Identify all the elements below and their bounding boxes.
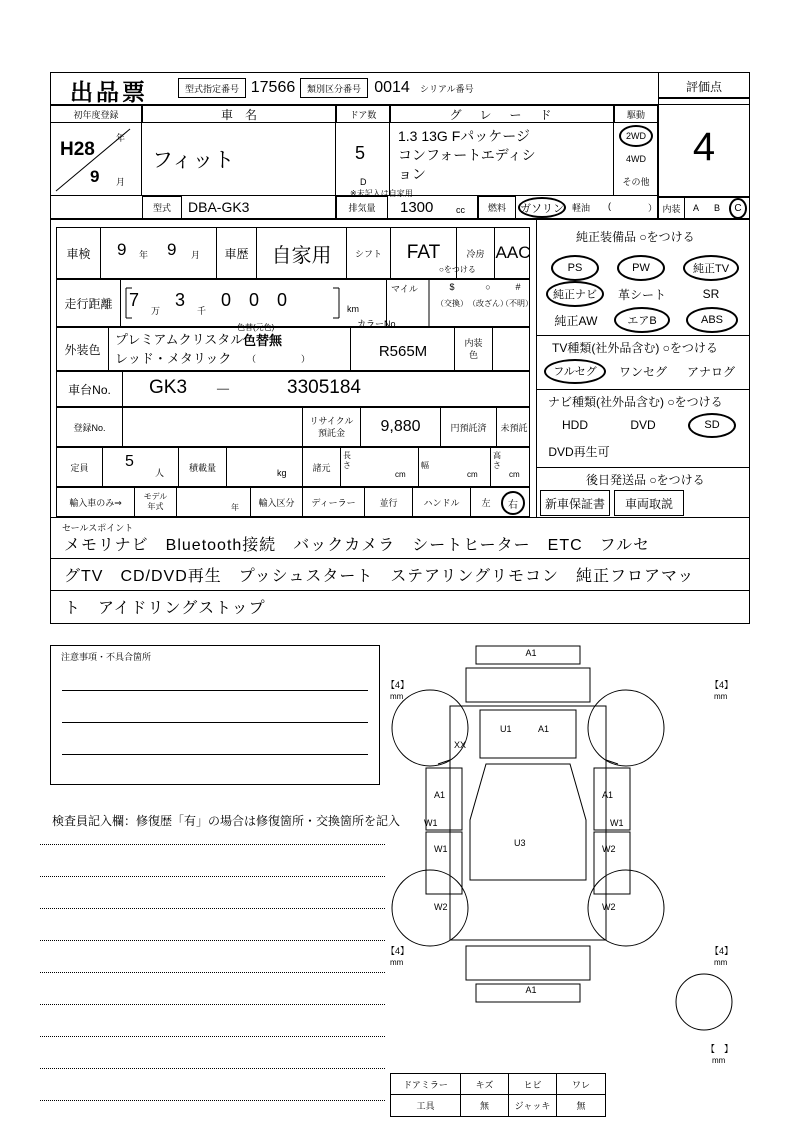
drive-options xyxy=(614,123,658,196)
equip-leather[interactable]: 革シート xyxy=(617,287,666,302)
color-no-label: カラーNo. xyxy=(357,319,399,329)
load-value-cell xyxy=(227,448,303,486)
inspection-year-unit: 年 xyxy=(139,250,149,260)
repaint-label: 色替(元色) xyxy=(237,323,275,332)
fuel-option-gasoline[interactable]: ガソリン xyxy=(518,197,566,218)
footer-cell-1-0: 工具 xyxy=(391,1095,461,1116)
mileage-sen: 千 xyxy=(197,306,207,316)
type-label: 型式 xyxy=(142,196,182,219)
grade-line1: 1.3 13G Fパッケージ xyxy=(398,128,530,144)
exterior-color-label: 外装色 xyxy=(57,328,109,370)
equip-nav-circle: 純正ナビ xyxy=(546,281,604,307)
mileage-flags xyxy=(387,265,533,326)
exterior-color-value xyxy=(109,328,351,370)
year-unit: 年 xyxy=(116,133,126,143)
dealer-option[interactable]: ディーラー xyxy=(303,488,365,516)
capacity-unit: 人 xyxy=(155,468,165,478)
equip-abs-circle: ABS xyxy=(686,307,738,333)
fuel-options xyxy=(516,196,658,219)
grade-line2: コンフォートエディシ xyxy=(398,147,536,163)
footer-cell-0-1: キズ xyxy=(461,1074,509,1095)
equip-ps-circle: PS xyxy=(551,255,599,281)
dim-length-unit: cm xyxy=(395,470,406,479)
interior-color-label: 内装 色 xyxy=(455,328,493,370)
equip-airbag[interactable] xyxy=(614,308,670,332)
inspection-month: 9 xyxy=(167,240,177,259)
chassis-prefix: GK3 xyxy=(149,377,188,398)
notes-line-2 xyxy=(62,722,368,723)
color-no-cell xyxy=(351,319,455,370)
recycle-value: 9,880 xyxy=(361,408,441,446)
tv-fullseg[interactable] xyxy=(544,360,606,382)
first-reg-label: 初年度登録 xyxy=(50,105,142,123)
footer-cell-1-3: 無 xyxy=(576,1101,586,1111)
mileage-opt2-top[interactable]: # xyxy=(515,282,521,292)
warranty-doc[interactable]: 新車保証書 xyxy=(540,490,610,516)
page-title: 出品票 xyxy=(70,78,148,105)
chassis-dash: － xyxy=(215,382,232,399)
displacement-unit: cc xyxy=(456,205,465,215)
grade-line3: ョン xyxy=(398,166,426,182)
load-unit: kg xyxy=(277,468,287,478)
dim-width xyxy=(419,448,491,486)
interior-option-a[interactable]: A xyxy=(692,203,699,213)
equip-pw-circle: PW xyxy=(617,255,665,281)
dim-height xyxy=(491,448,531,486)
exterior-color-row xyxy=(56,319,530,371)
corner-unit: mm xyxy=(712,1056,726,1065)
ruled-line-3 xyxy=(40,908,385,909)
sales-points-line1: メモリナビ Bluetooth接続 バックカメラ シートヒーター ETC フルセ xyxy=(64,537,651,554)
mileage-opt2-bottom[interactable]: （不明） xyxy=(501,298,533,308)
equip-pw[interactable] xyxy=(616,256,666,280)
model-year-label: モデル 年式 xyxy=(135,488,177,516)
interior-option-c[interactable] xyxy=(729,199,747,217)
import-class-label: 輸入区分 xyxy=(251,488,303,516)
ruled-line-2 xyxy=(40,876,385,877)
left-bottom-bracket: 【4】 xyxy=(386,946,410,956)
tv-analog[interactable]: アナログ xyxy=(686,364,735,379)
left-top-unit: mm xyxy=(390,692,404,701)
drive-label: 駆動 xyxy=(614,105,658,123)
diagram-mark-w1-a: W1 xyxy=(424,818,438,828)
load-label: 積載量 xyxy=(179,448,227,486)
serial-label: シリアル番号 xyxy=(420,83,474,94)
dimension-label: 諸元 xyxy=(303,448,341,486)
inspection-month-unit: 月 xyxy=(191,250,201,260)
sales-points-line3: ト アイドリングストップ xyxy=(64,600,266,617)
right-bottom-bracket: 【4】 xyxy=(710,946,734,956)
dim-height-unit: cm xyxy=(509,470,520,479)
shift-value: FAT xyxy=(391,228,457,278)
tv-type-grid xyxy=(540,360,746,386)
equip-aw[interactable]: 純正AW xyxy=(554,313,598,328)
genuine-equipment-label: 純正装備品 ○をつける xyxy=(576,230,695,244)
handle-label: ハンドル xyxy=(413,488,471,516)
handle-right-circle: 右 xyxy=(501,491,525,515)
first-reg-year: H28 xyxy=(60,139,95,160)
recycle-label: リサイクル 預託金 xyxy=(303,408,361,446)
ruled-line-5 xyxy=(40,972,385,973)
diagram-mark-top: A1 xyxy=(525,648,537,658)
diagram-mark-a1-a: A1 xyxy=(538,724,550,734)
notes-line-1 xyxy=(62,690,368,691)
chassis-no: 3305184 xyxy=(287,377,361,398)
footer-cell-1-1: 無 xyxy=(461,1095,509,1116)
nav-dvd-play[interactable]: DVD再生可 xyxy=(548,444,610,459)
capacity-row xyxy=(56,447,530,487)
ruled-line-1 xyxy=(40,844,385,845)
ac-value: AAC xyxy=(495,243,531,262)
mileage-unit: km xyxy=(347,304,359,314)
mileage-opt1-bottom[interactable]: （改ざん） xyxy=(468,298,508,308)
dim-length-label: 長 さ xyxy=(343,451,351,470)
repaint-paren: （ ） xyxy=(247,354,311,364)
notes-label: 注意事項・不具合箇所 xyxy=(58,650,154,663)
shift-label: シフト xyxy=(347,228,391,278)
displacement-label: 排気量 xyxy=(336,196,388,219)
equip-tv[interactable] xyxy=(682,256,740,280)
chassis-value xyxy=(123,372,531,406)
tv-fullseg-circle: フルセグ xyxy=(544,359,606,384)
model-year-value xyxy=(177,488,251,516)
displacement-value: 1300 xyxy=(400,199,434,216)
equip-ps[interactable] xyxy=(550,256,600,280)
diagram-mark-w2-b: W2 xyxy=(602,844,616,854)
exterior-color-line2: レッド・メタリック xyxy=(115,351,232,366)
car-name-label: 車 名 xyxy=(142,105,336,123)
footer-table xyxy=(390,1073,606,1117)
drive-option-4wd[interactable]: 4WD xyxy=(626,154,646,164)
notes-line-3 xyxy=(62,754,368,755)
right-top-unit: mm xyxy=(714,692,728,701)
diagram-mark-w1-b: W1 xyxy=(434,844,448,854)
right-top-bracket: 【4】 xyxy=(710,680,734,690)
diagram-mark-u3: U3 xyxy=(514,838,526,848)
diagram-mark-a1-b: A1 xyxy=(434,790,446,800)
doors-cell xyxy=(336,123,390,196)
capacity-label: 定員 xyxy=(57,448,103,486)
history-label: 車歴 xyxy=(217,228,257,278)
model-code-value: 17566 xyxy=(250,79,296,96)
first-reg-cell xyxy=(50,123,142,196)
grade-value xyxy=(390,123,614,196)
exterior-color-line1: プレミアムクリスタル xyxy=(115,332,244,347)
ruled-line-8 xyxy=(40,1068,385,1069)
equipment-grid xyxy=(540,256,746,332)
fuel-label: 燃料 xyxy=(478,196,516,219)
ruled-line-7 xyxy=(40,1036,385,1037)
model-year-unit: 年 xyxy=(231,503,239,512)
drive-2wd-circle: 2WD xyxy=(619,125,653,147)
footer-cell-0-2: ヒビ xyxy=(509,1074,557,1095)
class-code-value: 0014 xyxy=(374,79,410,96)
dim-height-label: 高 さ xyxy=(493,451,501,470)
first-reg-month: 9 xyxy=(90,167,100,186)
ac-label: 冷房 xyxy=(457,228,495,278)
footer-cell-0-3: ワレ xyxy=(557,1074,605,1095)
registration-row xyxy=(56,407,530,447)
interior-label: 内装 xyxy=(659,198,685,218)
diagram-mark-w2-c: W2 xyxy=(602,902,616,912)
right-bottom-unit: mm xyxy=(714,958,728,967)
nav-sd-circle: SD xyxy=(688,413,736,438)
nav-type-grid xyxy=(540,414,746,466)
dim-width-label: 幅 xyxy=(421,461,429,470)
nav-type-label: ナビ種類(社外品含む) ○をつける xyxy=(548,395,723,409)
grade-label: グ レ ー ド xyxy=(390,105,614,123)
inspection-date xyxy=(101,228,217,278)
color-no-value: R565M xyxy=(378,342,428,360)
mileage-d3: 0 xyxy=(221,290,232,310)
interior-color-value xyxy=(493,328,531,370)
mileage-d2: 3 xyxy=(175,290,186,310)
ruled-line-9 xyxy=(40,1100,385,1101)
drive-option-2wd[interactable] xyxy=(614,125,658,147)
car-name-value: フィット xyxy=(142,123,336,196)
recycle-none[interactable]: 未預託 xyxy=(500,422,528,433)
asterisk-note: ※未記入は自家用 xyxy=(350,189,413,198)
nav-hdd[interactable]: HDD xyxy=(562,418,588,432)
equip-nav[interactable] xyxy=(546,282,604,306)
history-value: 自家用 xyxy=(257,228,347,278)
mileage-note: ○をつける xyxy=(439,265,476,274)
rating-value: 4 xyxy=(692,125,716,169)
handle-right[interactable] xyxy=(501,492,525,514)
corner-bracket: 【 】 xyxy=(706,1044,734,1054)
type-value: DBA-GK3 xyxy=(182,196,336,219)
drive-option-other[interactable]: その他 xyxy=(622,176,650,187)
sales-points-label: セールスポイント xyxy=(62,523,134,533)
inspection-label: 車検 xyxy=(57,228,101,278)
later-shipment-label: 後日発送品 ○をつける xyxy=(586,473,705,487)
ruled-line-4 xyxy=(40,940,385,941)
handle-left[interactable]: 左 xyxy=(481,497,491,508)
equip-sr[interactable]: SR xyxy=(702,287,720,301)
repaint-value: 色替無 xyxy=(243,333,283,348)
equip-abs[interactable] xyxy=(686,308,738,332)
dim-length xyxy=(341,448,419,486)
mile-label: マイル xyxy=(391,284,418,294)
mileage-opt0-bottom[interactable]: （交換） xyxy=(436,298,468,308)
capacity-value-cell xyxy=(103,448,179,486)
displacement-value-cell xyxy=(388,196,478,219)
diagram-mark-a1-c: A1 xyxy=(602,790,614,800)
left-top-bracket: 【4】 xyxy=(386,680,410,690)
inspector-label: 検査員記入欄：修復歴「有」の場合は修復箇所・交換箇所を記入 xyxy=(52,814,401,828)
ruled-line-6 xyxy=(40,1004,385,1005)
mileage-man: 万 xyxy=(151,306,161,316)
parallel-option[interactable]: 並行 xyxy=(365,488,413,516)
nav-dvd[interactable]: DVD xyxy=(630,418,656,432)
car-diagram xyxy=(386,640,760,1065)
notes-box[interactable] xyxy=(50,645,380,785)
fuel-option-diesel[interactable]: 軽油 xyxy=(572,203,591,213)
mileage-d1: 7 xyxy=(129,290,140,310)
sales-points-line2: グTV CD/DVD再生 プッシュスタート ステアリングリモコン 純正フロアマッ xyxy=(64,568,695,585)
nav-sd[interactable] xyxy=(688,414,736,436)
doors-value: 5 xyxy=(355,143,366,163)
chassis-label: 車台No. xyxy=(57,372,123,406)
equip-tv-circle: 純正TV xyxy=(683,255,739,281)
model-code-label: 型式指定番号 xyxy=(178,78,246,98)
chassis-row xyxy=(56,371,530,407)
interior-grade-box xyxy=(658,197,750,219)
fuel-option-close: ） xyxy=(648,203,658,213)
mileage-d5: 0 xyxy=(277,290,288,310)
diagram-mark-xx: XX xyxy=(454,740,467,750)
inspection-year: 9 xyxy=(117,240,127,259)
equip-airbag-circle: エアB xyxy=(614,307,670,333)
capacity-value: 5 xyxy=(125,453,134,470)
mileage-d4: 0 xyxy=(249,290,260,310)
mileage-label: 走行距離 xyxy=(57,280,121,326)
import-label: 輸入車のみ⇒ xyxy=(57,488,135,516)
tv-oneseg[interactable]: ワンセグ xyxy=(618,364,667,379)
month-unit: 月 xyxy=(116,177,126,187)
mileage-opt0-top[interactable]: $ xyxy=(449,282,455,292)
diagram-mark-bottom: A1 xyxy=(525,985,537,995)
reg-no-label: 登録No. xyxy=(57,408,123,446)
fuel-option-other[interactable]: ( xyxy=(608,201,611,211)
diagram-mark-u1: U1 xyxy=(500,724,512,734)
left-bottom-unit: mm xyxy=(390,958,404,967)
reg-no-value xyxy=(123,408,303,446)
recycle-unit: 円預託済 xyxy=(441,408,497,446)
diagram-mark-w1-c: W1 xyxy=(610,818,624,828)
doors-suffix: D xyxy=(360,177,367,187)
diagram-mark-w2-a: W2 xyxy=(434,902,448,912)
class-code-label: 類別区分番号 xyxy=(300,78,368,98)
interior-c-circle: C xyxy=(729,198,747,219)
rating-label: 評価点 xyxy=(658,76,750,98)
dim-width-unit: cm xyxy=(467,470,478,479)
doors-label: ドア数 xyxy=(336,105,390,123)
tv-type-label: TV種類(社外品含む) ○をつける xyxy=(552,341,718,355)
footer-cell-0-0: ドアミラー xyxy=(391,1074,461,1095)
footer-cell-1-2: ジャッキ xyxy=(509,1095,557,1116)
import-row xyxy=(56,487,530,517)
interior-option-b[interactable]: B xyxy=(713,203,720,213)
vehicle-manual[interactable]: 車両取説 xyxy=(614,490,684,516)
mileage-opt1-top[interactable]: ○ xyxy=(485,282,491,292)
